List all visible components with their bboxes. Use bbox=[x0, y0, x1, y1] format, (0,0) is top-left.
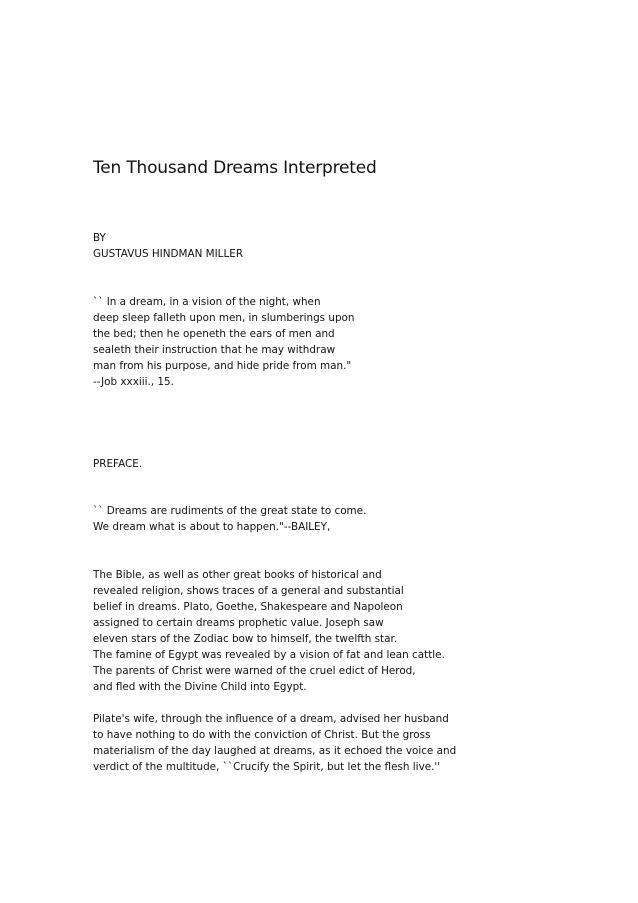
paragraph-2 bbox=[93, 711, 456, 775]
epigraph-line: `` In a dream, in a vision of the night, when bbox=[93, 296, 321, 308]
epigraph-line: man from his purpose, and hide pride from man." bbox=[93, 360, 352, 372]
paragraph-line: eleven stars of the Zodiac bow to himself, the twelfth star. bbox=[93, 633, 398, 645]
paragraph-1 bbox=[93, 567, 445, 695]
epigraph-line: deep sleep falleth upon men, in slumberings upon bbox=[93, 312, 355, 324]
epigraph bbox=[93, 294, 355, 390]
preface-quote bbox=[93, 503, 366, 535]
paragraph-line: belief in dreams. Plato, Goethe, Shakespeare and Napoleon bbox=[93, 601, 403, 613]
paragraph-line: and fled with the Divine Child into Egypt. bbox=[93, 681, 307, 693]
paragraph-line: to have nothing to do with the conviction of Christ. But the gross bbox=[93, 729, 431, 741]
epigraph-line: sealeth their instruction that he may withdraw bbox=[93, 344, 336, 356]
author-name: GUSTAVUS HINDMAN MILLER bbox=[93, 248, 244, 260]
preface-quote-line: We dream what is about to happen."--BAILEY, bbox=[93, 521, 331, 533]
paragraph-line: The famine of Egypt was revealed by a vision of fat and lean cattle. bbox=[93, 649, 445, 661]
paragraph-line: assigned to certain dreams prophetic value. Joseph saw bbox=[93, 617, 384, 629]
preface-quote-line: `` Dreams are rudiments of the great state to come. bbox=[93, 505, 367, 517]
paragraph-line: verdict of the multitude, ``Crucify the Spirit, but let the flesh live.'' bbox=[93, 761, 441, 773]
preface-heading bbox=[93, 456, 142, 472]
epigraph-line: the bed; then he openeth the ears of men and bbox=[93, 328, 335, 340]
author-block bbox=[93, 230, 243, 262]
paragraph-line: Pilate's wife, through the influence of a dream, advised her husband bbox=[93, 713, 449, 725]
paragraph-line: The parents of Christ were warned of the cruel edict of Herod, bbox=[93, 665, 416, 677]
paragraph-line: materialism of the day laughed at dreams, as it echoed the voice and bbox=[93, 745, 457, 757]
author-line-by: BY bbox=[93, 232, 106, 244]
paragraph-line: The Bible, as well as other great books of historical and bbox=[93, 569, 382, 581]
preface-heading-text: PREFACE. bbox=[93, 458, 143, 470]
document-title: Ten Thousand Dreams Interpreted bbox=[93, 158, 377, 178]
paragraph-line: revealed religion, shows traces of a general and substantial bbox=[93, 585, 404, 597]
epigraph-citation: --Job xxxiii., 15. bbox=[93, 376, 174, 388]
